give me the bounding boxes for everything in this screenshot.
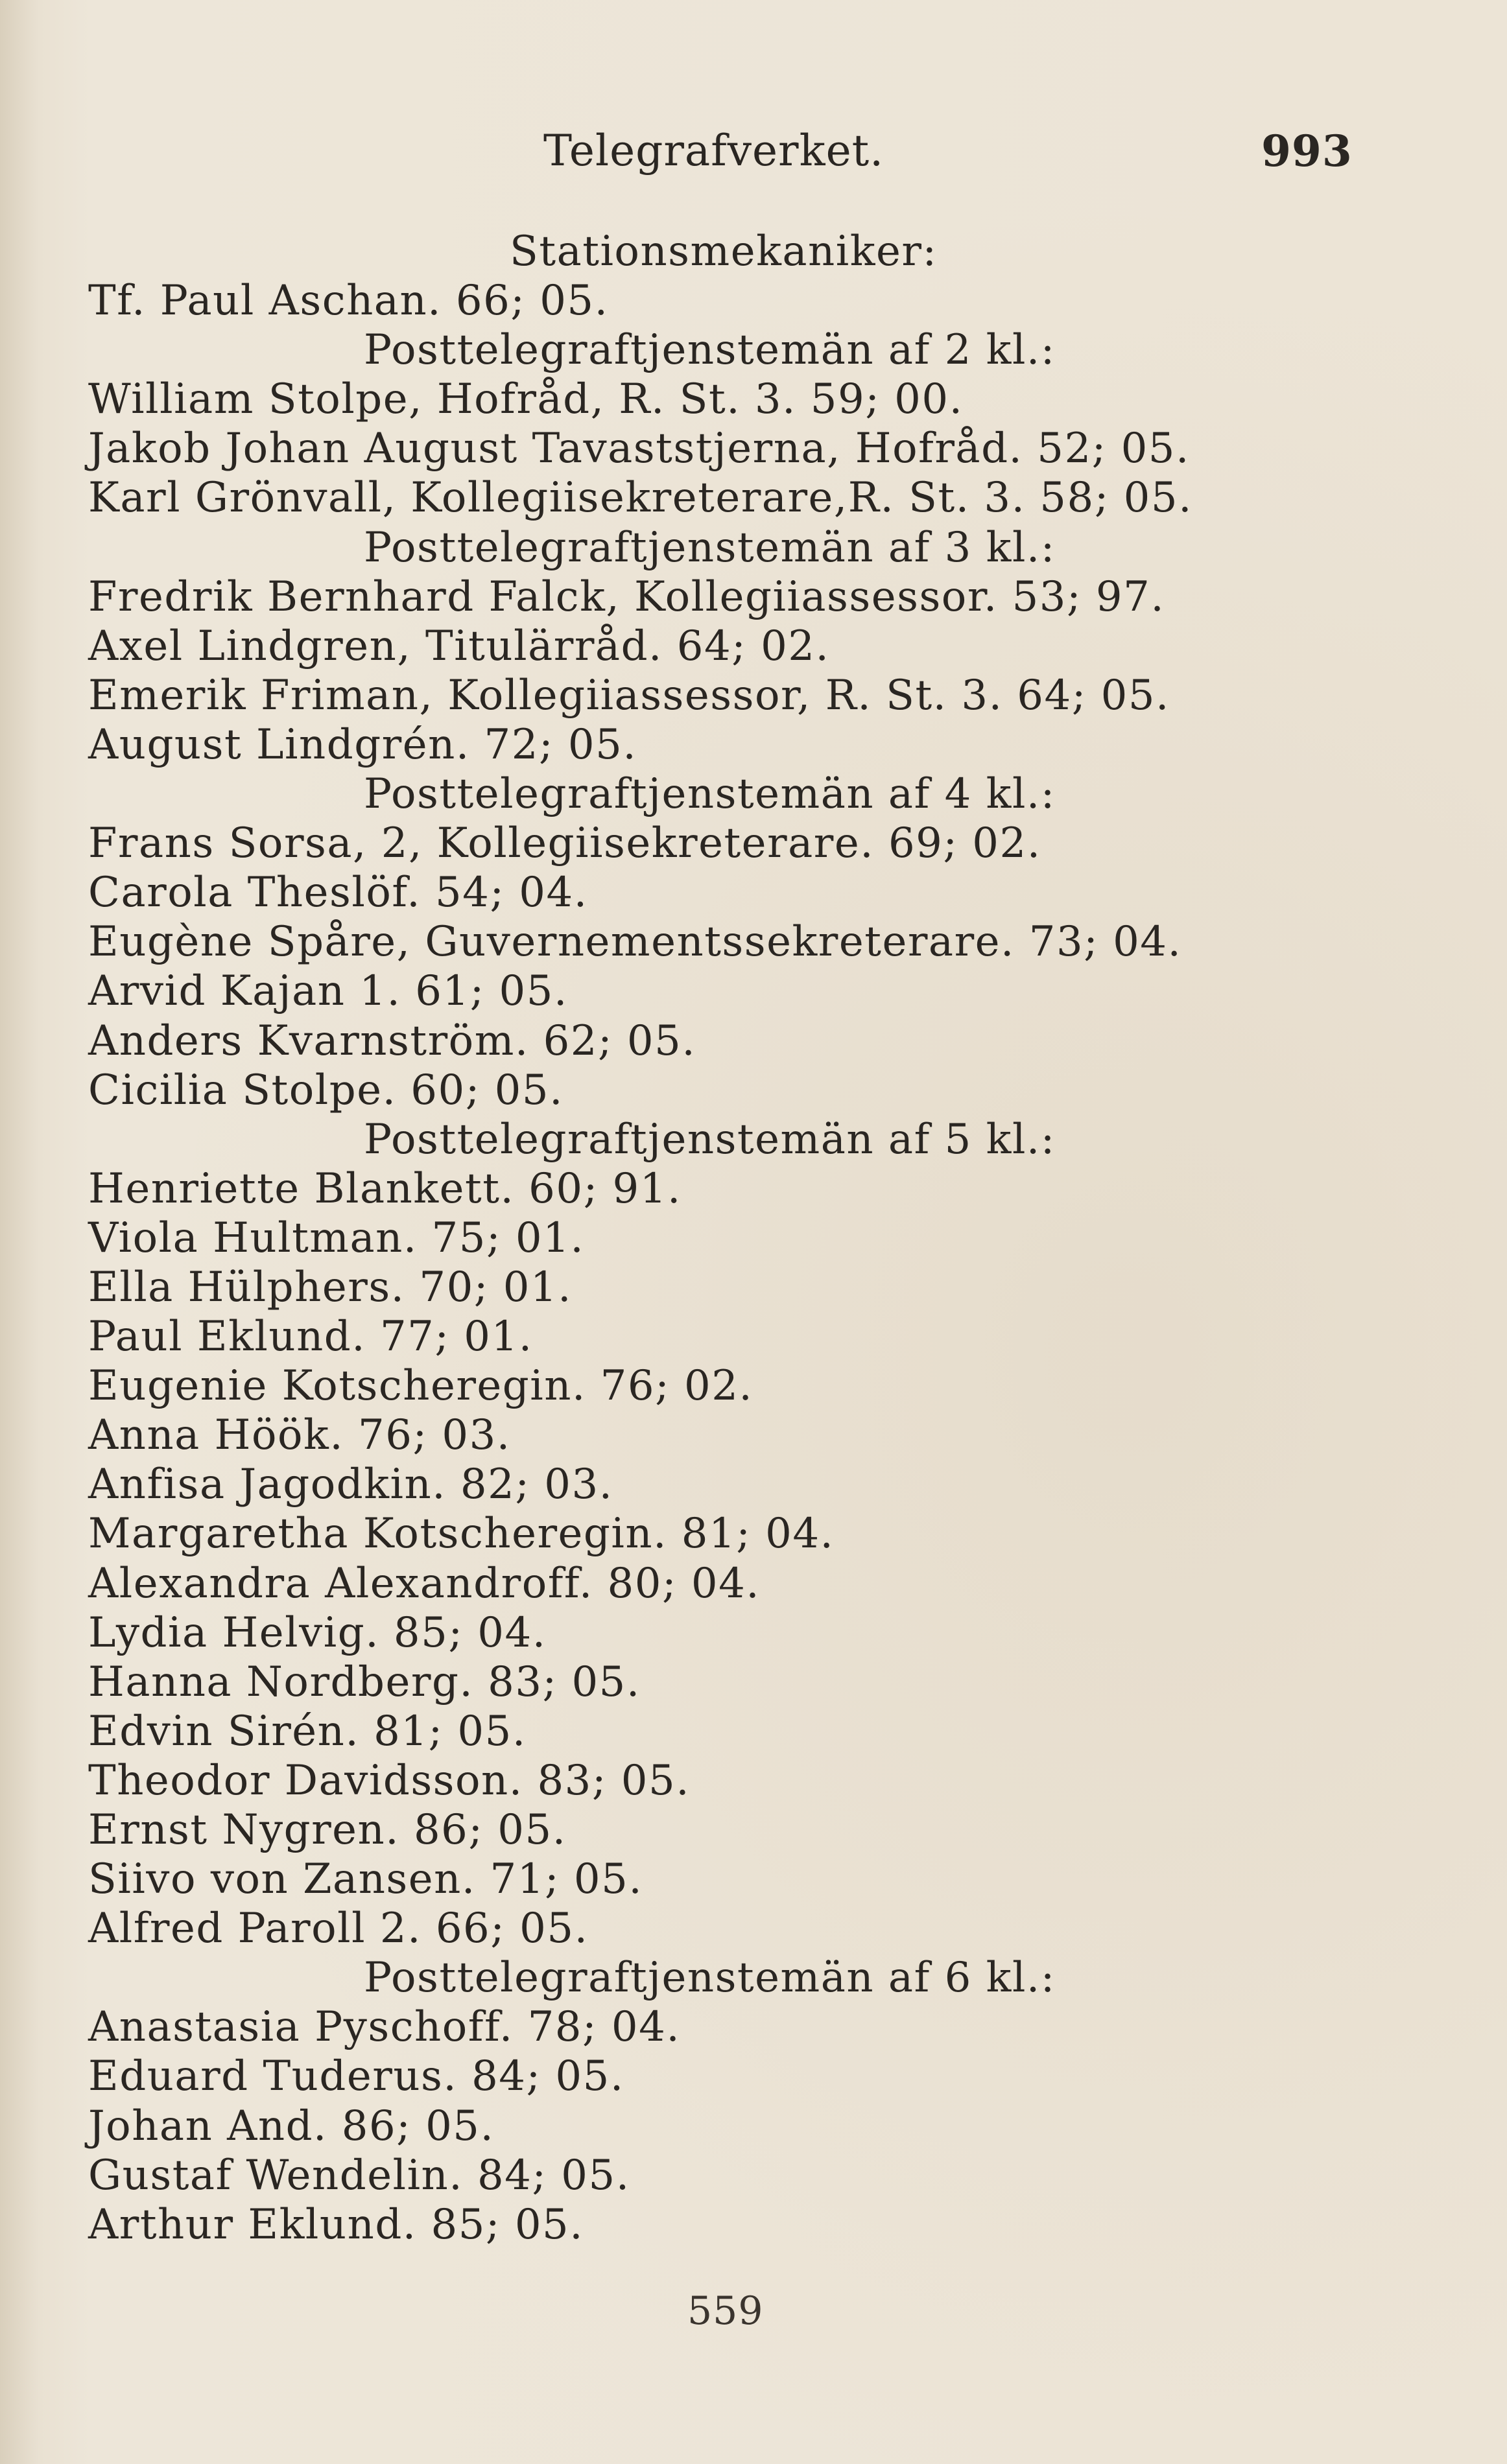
staff-entry: Gustaf Wendelin. 84; 05. xyxy=(88,2151,630,2200)
staff-entry: Arvid Kajan 1. 61; 05. xyxy=(88,967,568,1016)
section-heading: Posttelegraftjenstemän af 5 kl.: xyxy=(364,1115,1056,1164)
staff-entry: Alexandra Alexandroff. 80; 04. xyxy=(88,1559,761,1608)
staff-entry: Anders Kvarnström. 62; 05. xyxy=(88,1016,696,1065)
staff-entry: Siivo von Zansen. 71; 05. xyxy=(88,1855,643,1904)
staff-entry: Anastasia Pyschoff. 78; 04. xyxy=(88,2003,681,2052)
staff-entry: Arthur Eklund. 85; 05. xyxy=(88,2200,584,2249)
staff-entry: William Stolpe, Hofråd, R. St. 3. 59; 00. xyxy=(88,375,964,424)
staff-entry: Theodor Davidsson. 83; 05. xyxy=(88,1756,691,1805)
staff-entry: Anna Höök. 76; 03. xyxy=(88,1411,511,1460)
section-heading: Stationsmekaniker: xyxy=(510,228,938,276)
staff-entry: Margaretha Kotscheregin. 81; 04. xyxy=(88,1510,835,1558)
staff-entry: Eduard Tuderus. 84; 05. xyxy=(88,2052,624,2101)
staff-entry: Carola Theslöf. 54; 04. xyxy=(88,869,588,917)
staff-entry: Paul Eklund. 77; 01. xyxy=(88,1313,533,1361)
staff-entry: Henriette Blankett. 60; 91. xyxy=(88,1164,682,1213)
section-heading: Posttelegraftjenstemän af 3 kl.: xyxy=(364,523,1056,572)
staff-entry: Lydia Helvig. 85; 04. xyxy=(88,1608,547,1657)
staff-entry: Johan And. 86; 05. xyxy=(88,2102,495,2150)
staff-entry: August Lindgrén. 72; 05. xyxy=(88,720,637,769)
running-title: Telegrafverket. xyxy=(543,126,884,176)
staff-entry: Fredrik Bernhard Falck, Kollegiiassessor. 53; 97. xyxy=(88,572,1165,621)
staff-entry: Alfred Paroll 2. 66; 05. xyxy=(88,1905,589,1953)
signature-mark: 559 xyxy=(687,2288,764,2334)
staff-entry: Hanna Nordberg. 83; 05. xyxy=(88,1658,641,1706)
staff-entry: Frans Sorsa, 2, Kollegiisekreterare. 69; 02. xyxy=(88,819,1041,868)
staff-list xyxy=(88,227,1424,2249)
staff-entry: Edvin Sirén. 81; 05. xyxy=(88,1707,527,1755)
staff-entry: Viola Hultman. 75; 01. xyxy=(88,1214,585,1262)
staff-entry: Ella Hülphers. 70; 01. xyxy=(88,1263,572,1311)
section-heading: Posttelegraftjenstemän af 6 kl.: xyxy=(364,1954,1056,2002)
staff-entry: Axel Lindgren, Titulärråd. 64; 02. xyxy=(88,622,830,670)
staff-entry: Anfisa Jagodkin. 82; 03. xyxy=(88,1461,613,1509)
section-heading: Posttelegraftjenstemän af 2 kl.: xyxy=(364,326,1056,375)
staff-entry: Tf. Paul Aschan. 66; 05. xyxy=(88,277,609,325)
staff-entry: Jakob Johan August Tavaststjerna, Hofråd. 52; 05. xyxy=(88,425,1190,473)
staff-entry: Eugenie Kotscheregin. 76; 02. xyxy=(88,1362,754,1411)
staff-entry: Karl Grönvall, Kollegiisekreterare,R. St. 3. 58; 05. xyxy=(88,474,1193,522)
staff-entry: Cicilia Stolpe. 60; 05. xyxy=(88,1066,564,1114)
section-heading: Posttelegraftjenstemän af 4 kl.: xyxy=(364,770,1056,819)
staff-entry: Eugène Spåre, Guvernementssekreterare. 73; 04. xyxy=(88,918,1182,967)
page-number: 993 xyxy=(1261,126,1353,176)
staff-entry: Emerik Friman, Kollegiiassessor, R. St. 3. 64; 05. xyxy=(88,671,1170,720)
page-header xyxy=(0,122,1507,187)
staff-entry: Ernst Nygren. 86; 05. xyxy=(88,1806,567,1854)
